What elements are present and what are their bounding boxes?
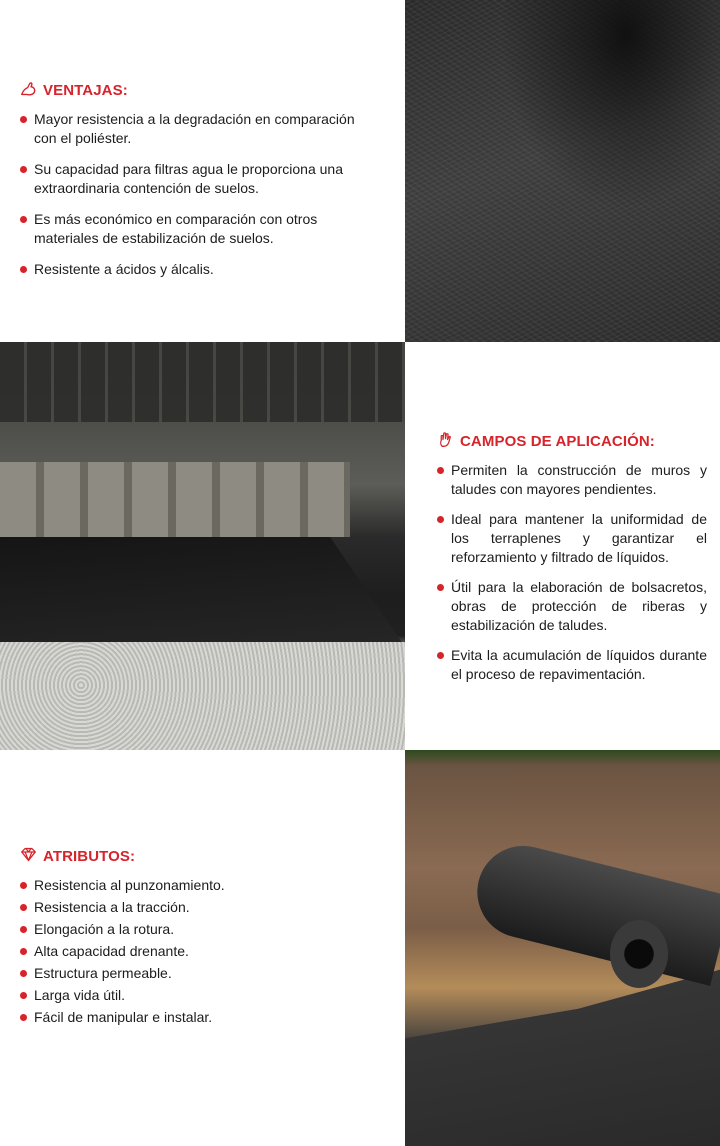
list-item: Resistencia al punzonamiento. <box>20 876 380 895</box>
ventajas-heading <box>20 80 365 101</box>
list-item: Ideal para mantener la uniformidad de los terraplenes y garantizar el reforzamiento y filtrado de líquidos. <box>437 510 707 567</box>
atributos-list <box>20 876 380 1027</box>
hand-gesture-icon <box>437 431 454 452</box>
list-item: Elongación a la rotura. <box>20 920 380 939</box>
list-item: Mayor resistencia a la degradación en comparación con el poliéster. <box>20 110 365 148</box>
list-item: Resistente a ácidos y álcalis. <box>20 260 365 279</box>
list-item: Evita la acumulación de líquidos durante el proceso de repavimentación. <box>437 646 707 684</box>
list-item: Es más económico en comparación con otros materiales de estabilización de suelos. <box>20 210 365 248</box>
roll-end <box>610 920 668 988</box>
flexed-arm-icon <box>20 80 37 101</box>
ventajas-title: VENTAJAS: <box>43 82 128 99</box>
atributos-title: ATRIBUTOS: <box>43 848 136 865</box>
atributos-heading <box>20 846 380 867</box>
diamond-icon <box>20 846 37 867</box>
geotextile-floor <box>0 537 405 647</box>
campos-heading <box>437 431 707 452</box>
ventajas-section <box>20 80 365 291</box>
list-item: Fácil de manipular e instalar. <box>20 1008 380 1027</box>
list-item: Su capacidad para filtras agua le proporciona una extraordinaria contención de suelos. <box>20 160 365 198</box>
warehouse-roof <box>0 342 405 422</box>
list-item: Alta capacidad drenante. <box>20 942 380 961</box>
campos-section <box>437 431 707 695</box>
list-item: Permiten la construcción de muros y taludes con mayores pendientes. <box>437 461 707 499</box>
list-item: Larga vida útil. <box>20 986 380 1005</box>
list-item: Útil para la elaboración de bolsacretos, obras de protección de riberas y estabilización de taludes. <box>437 578 707 635</box>
roll-cylinder <box>468 836 720 986</box>
list-item: Estructura permeable. <box>20 964 380 983</box>
campos-title: CAMPOS DE APLICACIÓN: <box>460 433 655 450</box>
atributos-section <box>20 846 380 1030</box>
warehouse-installation-photo <box>0 342 405 750</box>
campos-list <box>437 461 707 684</box>
geotextile-fabric-photo <box>405 0 720 342</box>
warehouse-wall <box>0 462 350 537</box>
gravel-area <box>0 642 405 750</box>
ventajas-list <box>20 110 365 279</box>
list-item: Resistencia a la tracción. <box>20 898 380 917</box>
unrolled-sheet <box>405 950 720 1146</box>
geotextile-roll-photo <box>405 750 720 1146</box>
